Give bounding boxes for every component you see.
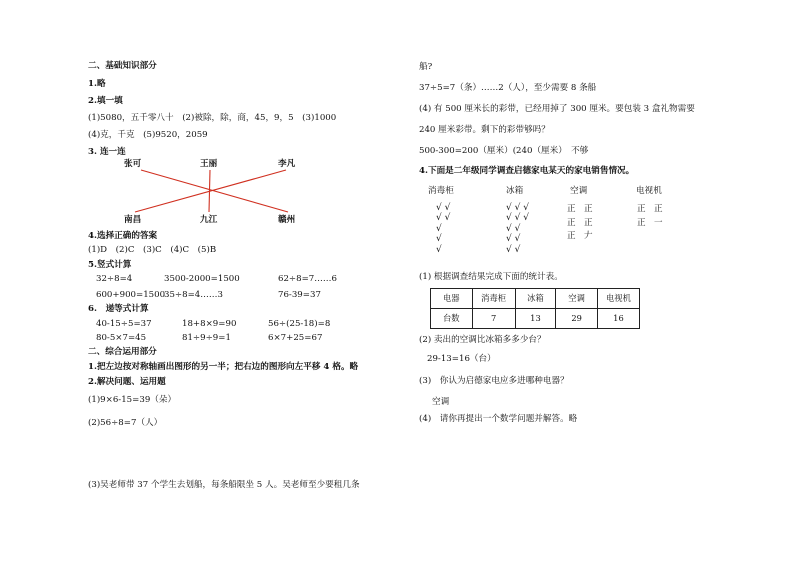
table-header-cell: 冰箱 [515,289,556,309]
q4-ribbon-line2: 240 厘米彩带。剩下的彩带够吗？ [419,125,550,135]
q5-row2-b: 35÷8=4……3 [164,290,223,300]
table-header-cell: 电器 [431,289,473,309]
q6-row2-c: 6×7+25=67 [268,333,323,343]
q3-title: 3. 连一连 [88,147,126,157]
q5-row2-a: 600+900=1500 [96,290,166,300]
tally-fridge [506,203,529,255]
table-cell: 7 [472,309,515,329]
table-header-cell: 消毒柜 [472,289,515,309]
q4-title: 4.选择正确的答案 [88,231,158,241]
tally-mark: 正 𠂇 [567,231,593,241]
survey-header-aircon: 空调 [570,186,588,196]
section-application-title: 二、综合运用部分 [88,347,157,357]
q2-line1: (1)5080，五千零八十 (2)被除，除，商，45，9，5 (3)1000 [88,113,337,123]
connect-line-2 [135,170,286,212]
q2-title: 2.填一填 [88,96,123,106]
tally-mark: √ √ √ [506,203,529,213]
sub2-answer: 29-13=16（台） [427,354,496,364]
q6-row1-b: 18+8×9=90 [182,319,237,329]
connect-top-name-1: 张可 [124,159,142,169]
sub3-answer: 空调 [432,397,450,407]
app2-answer-2: (2)56÷8=7（人） [88,418,163,428]
app2-answer-1: (1)9×6-15=39（朵） [88,395,177,405]
connect-top-name-3: 李凡 [278,159,296,169]
stat-table [430,288,640,329]
table-cell: 台数 [431,309,473,329]
connect-bottom-name-2: 九江 [200,215,218,225]
table-cell: 29 [556,309,598,329]
tally-mark: 正 一 [637,217,663,228]
table-cell: 13 [515,309,556,329]
survey-title: 4.下面是二年级同学调查启德家电某天的家电销售情况。 [419,166,635,176]
tally-mark: √ [436,244,442,255]
connect-line-1 [141,170,288,212]
tally-mark: √ √ [506,223,521,234]
tally-mark: √ √ [506,234,521,245]
tally-tv [637,204,663,231]
sub4-text: (4) 请你再提出一个数学问题并解答。略 [419,414,578,424]
q4-ribbon-line1: (4) 有 500 厘米长的彩带，已经用掉了 300 厘米。要包装 3 盒礼物需要 [419,104,695,114]
q4-answers: (1)D (2)C (3)C (4)C (5)B [88,245,217,255]
q6-row2-b: 81÷9÷9=1 [182,333,231,343]
table-row [431,289,640,309]
tally-mark: √ √ [436,203,451,213]
q1-answer: 1.略 [88,79,106,89]
q2-line2: (4)克，千克 (5)9520，2059 [88,130,208,140]
table-row [431,309,640,329]
sub3-text: (3) 你认为启德家电应多进哪种电器？ [419,376,569,386]
tally-mark: √ √ √ [506,213,529,224]
tally-mark: 正 正 [567,217,593,228]
q6-row1-a: 40-15÷5=37 [96,319,152,329]
app1-text: 1.把左边按对称轴画出图形的另一半；把右边的图形向左平移 4 格。略 [88,362,359,372]
tally-mark: 正 正 [637,204,663,214]
tally-mark: √ √ [506,244,521,255]
q6-row1-c: 56÷(25-18)=8 [268,319,331,329]
survey-header-tv: 电视机 [636,186,662,196]
tally-aircon [567,204,593,245]
table-cell: 16 [597,309,639,329]
connect-bottom-name-3: 赣州 [278,215,296,225]
q5-row1-c: 62÷8=7……6 [278,274,337,284]
survey-header-fridge: 冰箱 [506,186,524,196]
connect-bottom-name-1: 南昌 [124,215,142,225]
sub2-text: (2) 卖出的空调比冰箱多多少台？ [419,335,546,345]
survey-header-disinfect: 消毒柜 [428,186,454,196]
q6-row2-a: 80-5×7=45 [96,333,147,343]
q4-ribbon-answer: 500-300=200（厘米）(240（厘米） 不够 [419,146,589,156]
sub1-text: (1) 根据调查结果完成下面的统计表。 [419,272,563,282]
q5-row2-c: 76-39=37 [278,290,321,300]
connect-line-3 [209,170,210,212]
tally-mark: √ √ [436,213,451,224]
table-header-cell: 电视机 [597,289,639,309]
connect-top-name-2: 王丽 [200,159,218,169]
tally-mark: 正 正 [567,204,593,214]
q5-row1-a: 32÷8=4 [96,274,133,284]
app2-title: 2.解决问题、运用题 [88,377,166,387]
tally-mark: √ [436,234,442,245]
tally-mark: √ [436,223,442,234]
app2-question-3: (3)吴老师带 37 个学生去划船，每条船限坐 5 人。吴老师至少要租几条 [88,480,360,490]
continued-boat: 船? [419,62,433,72]
q5-row1-b: 3500-2000=1500 [164,274,240,284]
q5-title: 5.竖式计算 [88,260,132,270]
table-header-cell: 空调 [556,289,598,309]
q6-title: 6. 递等式计算 [88,304,149,314]
section-basic-title: 二、基础知识部分 [88,61,157,71]
tally-disinfect [436,203,450,255]
boat-answer: 37÷5=7（条）……2（人），至少需要 8 条船 [419,83,597,93]
